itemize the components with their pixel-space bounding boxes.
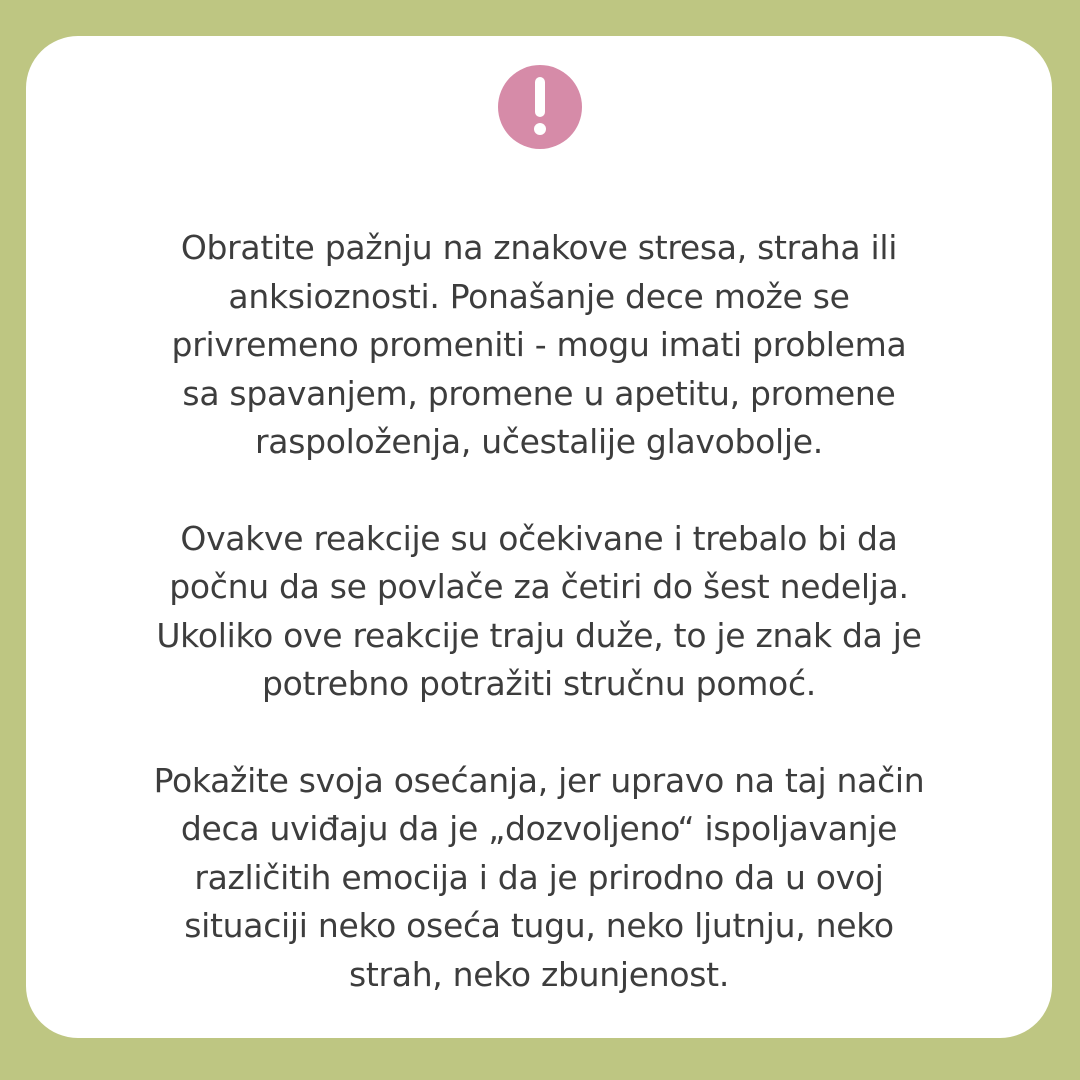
text-line: situaciji neko oseća tugu, neko ljutnju, neko [184,906,894,945]
exclamation-icon [498,65,582,149]
content-card [26,36,1052,1038]
exclamation-bar [535,77,545,117]
text-line: počnu da se povlače za četiri do šest nedelja. [169,567,909,606]
paragraph-show-feelings [26,757,1052,1000]
text-line: Ovakve reakcije su očekivane i trebalo bi da [180,518,898,558]
exclamation-dot [534,123,546,135]
text-line: raspoloženja, učestalije glavobolje. [255,422,823,461]
text-line: strah, neko zbunjenost. [348,954,730,994]
text-line: različitih emocija i da je prirodno da u ovoj [194,857,884,897]
text-line: sa spavanjem, promene u apetitu, promene [182,373,896,413]
text-line: Ukoliko ove reakcije traju duže, to je znak da je [156,615,922,655]
message-text [26,224,1052,1047]
text-line: Pokažite svoja osećanja, jer upravo na taj način [153,760,925,800]
paragraph-stress-signs [26,224,1052,467]
text-line: deca uviđaju da je „dozvoljeno“ ispoljavanje [180,809,898,848]
paragraph-expected-reactions [26,515,1052,709]
text-line: privremeno promeniti - mogu imati problema [171,325,907,364]
text-line: potrebno potražiti stručnu pomoć. [261,664,816,703]
text-line: anksioznosti. Ponašanje dece može se [228,276,850,316]
text-line: Obratite pažnju na znakove stresa, straha ili [180,228,898,267]
